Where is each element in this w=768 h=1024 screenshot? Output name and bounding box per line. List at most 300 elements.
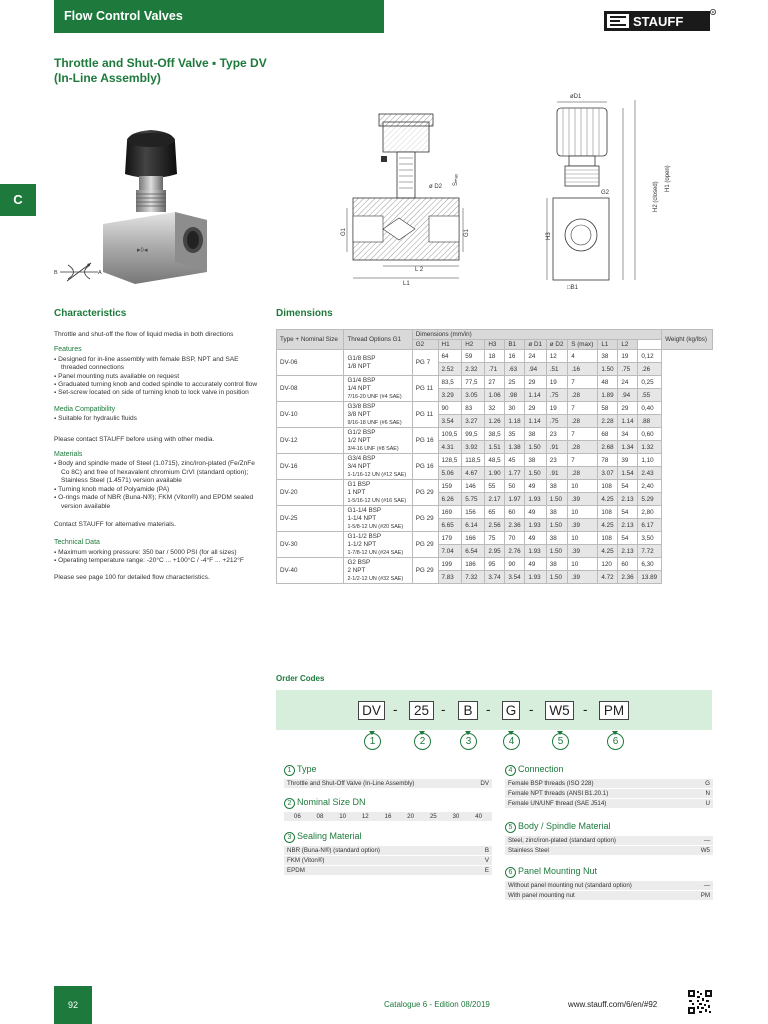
table-cell: .75 [618,363,638,376]
table-cell: 128,5 [438,454,462,467]
table-cell: 108 [598,532,618,545]
table-cell: 83,5 [438,376,462,389]
table-cell: 1.14 [525,415,546,428]
table-cell: 156 [462,506,485,519]
table-cell: 59 [462,350,485,363]
characteristics-heading: Characteristics [54,308,127,319]
table-cell: 58 [598,402,618,415]
table-cell: .39 [568,519,598,532]
option-row [505,881,713,890]
size-value: 16 [384,813,392,820]
table-cell: 146 [462,480,485,493]
thread-options-cell [344,402,412,428]
table-row [277,532,713,545]
option-number: 3 [284,832,295,843]
table-cell: 6.14 [462,519,485,532]
table-cell: 10 [568,532,598,545]
table-cell: .75 [546,389,567,402]
table-cell: 5.29 [638,493,662,506]
size-value: 08 [316,813,324,820]
table-cell: 77,5 [462,376,485,389]
order-codes-heading: Order Codes [276,674,325,683]
thread-option: 3/8 NPT [347,410,371,418]
features-heading: Features [54,346,82,354]
table-cell: 3.92 [462,441,485,454]
table-cell: PG 16 [412,428,438,454]
order-code-example: DV - 25 - B - G - W5 - PM [276,690,712,730]
table-cell: 7 [568,454,598,467]
table-cell: 64 [438,350,462,363]
table-cell: 83 [462,402,485,415]
table-cell: 25 [505,376,525,389]
table-cell: 30 [505,402,525,415]
thread-option: 7/16-20 UNF (#4 SAE) [347,393,402,400]
option-number: 1 [284,765,295,776]
table-cell: 0,25 [638,376,662,389]
tech-item: ▪ Operating temperature range: -20°C ... +100°C / -4°F ... +212°F [54,557,259,565]
table-cell: 1.50 [546,571,567,584]
label-g1-left: G1 [341,227,347,236]
size-value: 06 [293,813,301,820]
table-cell: 1,10 [638,454,662,467]
code-box-seal: B [458,701,478,720]
header-category: Flow Control Valves [64,9,183,23]
table-cell: 35 [505,428,525,441]
stauff-logo [604,8,716,32]
table-cell: 1.93 [525,519,546,532]
side-view-drawing [525,90,675,290]
material-item: ▪ Turning knob made of Polyamide (PA) [54,486,259,494]
option-heading [284,764,492,776]
table-cell: 38 [598,350,618,363]
table-cell: 54 [618,532,638,545]
label-l2: L 2 [415,267,424,273]
materials-list [54,460,259,510]
material-item: ▪ O-rings made of NBR (Buna-N®); FKM (Viton®) and EPDM sealed version available [54,494,259,511]
table-cell: 118,5 [462,454,485,467]
table-cell: DV-16 [277,454,344,480]
page-number: 92 [54,986,92,1024]
label-g1-right: G1 [464,228,470,237]
table-cell: 0,60 [638,428,662,441]
table-cell: 2.28 [598,415,618,428]
option-code: W5 [700,847,710,854]
table-cell: 54 [618,480,638,493]
option-row [505,836,713,845]
contact-note: Contact STAUFF for alternative materials. [54,520,176,528]
table-cell: 1.77 [505,467,525,480]
table-cell: 1.18 [505,415,525,428]
option-group-sealing [284,831,492,876]
thread-option: 1-1/2 NPT [347,540,377,548]
table-cell: Type + Nominal Size [277,330,344,350]
table-cell: 1.93 [525,571,546,584]
table-cell: 65 [485,506,505,519]
table-cell: 24 [618,376,638,389]
option-row [505,891,713,900]
table-cell: 6.17 [638,519,662,532]
option-group-size [284,797,492,821]
thread-option: G1/4 BSP [347,376,376,384]
label-d1: øD1 [570,94,582,100]
table-cell: 49 [525,506,546,519]
option-code: PM [700,892,710,899]
code-number-6: 6 [607,733,624,750]
thread-option: G1/2 BSP [347,428,376,436]
table-cell: .94 [618,389,638,402]
option-code: — [703,882,710,889]
table-cell: 3.27 [462,415,485,428]
table-cell: 1.93 [525,545,546,558]
option-heading [505,866,713,878]
option-code: DV [480,780,489,787]
table-cell: .28 [568,467,598,480]
table-cell: 19 [618,350,638,363]
table-cell: 2,80 [638,506,662,519]
material-item: ▪ Body and spindle made of Steel (1.0715), zinc/iron-plated (Fe/ZnFe Co 8C) and free of hexavalent chromium CrVI (standard option); Stainless Steel (1.4571) version available [54,460,259,485]
code-number-2: 2 [414,733,431,750]
code-box-type: DV [358,701,385,720]
table-cell: 3,50 [638,532,662,545]
table-cell: 54 [618,506,638,519]
code-box-size: 25 [409,701,434,720]
table-cell: 2.36 [505,519,525,532]
feature-item: ▪ Graduated turning knob and coded spindle to accurately control flow [54,381,259,389]
characteristics-column [54,331,259,589]
option-desc: Throttle and Shut-Off Valve (In-Line Assembly) [287,780,415,787]
size-row [284,812,492,821]
tech-list [54,549,259,566]
table-cell: 60 [618,558,638,571]
table-cell: 39 [618,454,638,467]
table-cell: 27 [485,376,505,389]
header-category-bar [54,0,384,33]
table-cell: 2.13 [618,519,638,532]
table-cell: 99,5 [462,428,485,441]
table-cell: 7 [568,402,598,415]
table-cell: DV-40 [277,558,344,584]
table-cell: PG 29 [412,480,438,506]
table-cell: 18 [485,350,505,363]
table-cell: Thread Options G1 [344,330,412,350]
table-cell: 1.50 [525,467,546,480]
label-h1: H1 (open) [665,165,671,192]
valve-symbol [54,259,104,287]
title-line-2: (In-Line Assembly) [54,71,161,85]
table-cell: 1.32 [638,441,662,454]
page-url: www.stauff.com/6/en/#92 [568,1000,658,1009]
thread-option: G1/8 BSP [347,354,376,362]
qr-code-icon [688,990,712,1014]
option-code: — [703,837,710,844]
table-cell: 23 [546,454,567,467]
table-cell: 2,40 [638,480,662,493]
table-cell: H3 [485,340,505,350]
table-cell: PG 11 [412,402,438,428]
table-cell: 2.13 [618,493,638,506]
option-title: Nominal Size DN [297,797,366,807]
option-group-connection [505,764,713,809]
option-title: Body / Spindle Material [518,821,611,831]
option-desc: Without panel mounting nut (standard option) [508,882,632,889]
table-cell: 1.50 [598,363,618,376]
option-desc: EPDM [287,867,305,874]
features-list [54,356,259,398]
option-code: N [705,790,710,797]
option-code: B [484,847,489,854]
table-cell: DV-25 [277,506,344,532]
option-group-material [505,821,713,856]
table-cell: H1 [438,340,462,350]
table-cell: G2 [412,340,438,350]
table-cell: 3.54 [505,571,525,584]
table-cell: PG 29 [412,558,438,584]
table-cell: 169 [438,506,462,519]
table-cell: .75 [546,415,567,428]
option-row [505,799,713,808]
table-cell: L2 [618,340,638,350]
product-photo [95,112,220,287]
table-cell: 38 [546,480,567,493]
feature-item: ▪ Designed for in-line assembly with female BSP, NPT and SAE threaded connections [54,356,259,373]
table-cell: 6,30 [638,558,662,571]
thread-option: 1-5/16-12 UN (#16 SAE) [347,497,407,504]
table-cell: 7.32 [462,571,485,584]
table-cell: 12 [546,350,567,363]
option-row [505,846,713,855]
table-header-row [277,330,713,340]
table-cell: L1 [598,340,618,350]
code-box-material: W5 [545,701,574,720]
table-cell: PG 29 [412,506,438,532]
thread-option: 1/4 NPT [347,384,371,392]
table-cell: 7.72 [638,545,662,558]
table-cell: DV-20 [277,480,344,506]
page-title [54,56,267,86]
option-code: U [705,800,710,807]
thread-options-cell [344,376,412,402]
table-row [277,402,713,415]
size-value: 25 [429,813,437,820]
stauff-logo-text: STAUFF [633,14,684,29]
size-value: 10 [339,813,347,820]
thread-option: 9/16-18 UNF (#6 SAE) [347,419,402,426]
table-cell: 179 [438,532,462,545]
table-cell: .39 [568,571,598,584]
size-value: 12 [361,813,369,820]
thread-options-cell [344,506,412,532]
table-cell: 1.26 [485,415,505,428]
option-row [284,856,492,865]
table-cell: .55 [638,389,662,402]
table-cell: 70 [505,532,525,545]
title-line-1: Throttle and Shut-Off Valve ▪ Type DV [54,56,267,70]
media-heading: Media Compatibility [54,405,116,413]
option-number: 2 [284,798,295,809]
option-heading [505,821,713,833]
option-desc: Female NPT threads (ANSI B1.20.1) [508,790,609,797]
table-cell: 29 [618,402,638,415]
code-box-connection: G [502,701,520,720]
table-cell: 49 [525,532,546,545]
table-row [277,506,713,519]
table-cell: 49 [525,558,546,571]
option-code: V [484,857,489,864]
table-cell: 3.05 [462,389,485,402]
code-number-4: 4 [503,733,520,750]
table-cell: .26 [638,363,662,376]
table-cell: 50 [505,480,525,493]
option-heading [505,764,713,776]
thread-option: 1-1/4 NPT [347,514,377,522]
table-cell: 4.67 [462,467,485,480]
code-box-nut: PM [599,701,629,720]
table-cell: 23 [546,428,567,441]
table-cell: .28 [568,389,598,402]
table-cell: 2.17 [485,493,505,506]
table-cell: 1.97 [505,493,525,506]
thread-option: 2 NPT [347,566,366,574]
table-cell: 6.26 [438,493,462,506]
option-code: E [484,867,489,874]
table-cell: 1.06 [485,389,505,402]
table-cell: 4.25 [598,493,618,506]
table-cell: 0,40 [638,402,662,415]
label-l1: L1 [403,281,410,287]
size-value: 30 [452,813,460,820]
table-cell: 6.54 [462,545,485,558]
table-cell: 108 [598,506,618,519]
table-cell: 159 [438,480,462,493]
table-row [277,428,713,441]
table-cell: 108 [598,480,618,493]
thread-option: 1-7/8-12 UN (#24 SAE) [347,549,404,556]
option-title: Connection [518,764,564,774]
catalogue-edition: Catalogue 6 - Edition 08/2019 [384,1000,490,1009]
table-cell: 10 [568,558,598,571]
table-cell: 1.89 [598,389,618,402]
table-cell: .91 [546,467,567,480]
table-cell: DV-08 [277,376,344,402]
table-cell: 2.36 [618,571,638,584]
table-cell: 32 [485,402,505,415]
table-cell: 75 [485,532,505,545]
table-cell: 34 [618,428,638,441]
materials-heading: Materials [54,451,83,459]
media-note: Please contact STAUFF before using with other media. [54,435,215,443]
table-cell: 2.13 [618,545,638,558]
thread-option: G1-1/4 BSP [347,506,382,514]
table-cell: 2.95 [485,545,505,558]
table-cell: .39 [568,493,598,506]
table-cell: 4.25 [598,519,618,532]
table-cell: 1.38 [505,441,525,454]
table-cell: 3.07 [598,467,618,480]
option-row [284,846,492,855]
table-cell: 2.68 [598,441,618,454]
table-cell: 1.50 [546,493,567,506]
table-cell: 3.29 [438,389,462,402]
table-cell: Dimensions (mm/in) [412,330,661,340]
table-row [277,350,713,363]
option-desc: FKM (Viton®) [287,857,325,864]
thread-option: G3/4 BSP [347,454,376,462]
thread-option: G1-1/2 BSP [347,532,382,540]
size-value: 40 [475,813,483,820]
option-row [284,779,492,788]
dimensions-heading: Dimensions [276,308,333,319]
size-value: 20 [407,813,415,820]
table-cell: .51 [546,363,567,376]
table-cell: 199 [438,558,462,571]
table-cell: 68 [598,428,618,441]
media-list [54,415,259,423]
option-row [505,789,713,798]
table-cell: .94 [525,363,546,376]
label-g2: G2 [601,190,610,196]
table-cell: 109,5 [438,428,462,441]
table-cell: 3.74 [485,571,505,584]
thread-option: 1-1/16-12 UN (#12 SAE) [347,471,407,478]
table-cell: 5.75 [462,493,485,506]
thread-option: G3/8 BSP [347,402,376,410]
thread-options-cell [344,532,412,558]
table-cell: DV-12 [277,428,344,454]
option-number: 5 [505,822,516,833]
table-cell: 38 [546,532,567,545]
table-cell: 38 [546,558,567,571]
table-cell: 78 [598,454,618,467]
table-cell: .28 [568,441,598,454]
table-cell: 45 [505,454,525,467]
thread-option: G2 BSP [347,558,371,566]
table-cell: 60 [505,506,525,519]
table-cell: .39 [568,545,598,558]
table-cell: 4.25 [598,545,618,558]
code-number-1: 1 [364,733,381,750]
table-cell: 1.14 [618,415,638,428]
table-row [277,558,713,571]
table-cell: 48 [598,376,618,389]
option-number: 4 [505,765,516,776]
table-cell: 90 [505,558,525,571]
table-cell: Weight (kg/lbs) [662,330,713,350]
thread-option: 3/4 NPT [347,462,371,470]
table-cell: 1.34 [618,441,638,454]
option-heading [284,831,492,843]
table-cell: 2.76 [505,545,525,558]
table-cell: 1.51 [485,441,505,454]
table-cell: 2.32 [462,363,485,376]
label-s-max: Sₘₐₓ [453,174,459,186]
table-cell: 0,12 [638,350,662,363]
code-number-3: 3 [460,733,477,750]
label-d2: ø D2 [429,184,443,190]
table-cell: 1.50 [546,545,567,558]
table-cell: .91 [546,441,567,454]
table-cell: 2.52 [438,363,462,376]
option-row [284,866,492,875]
table-cell: 38 [546,506,567,519]
option-desc: With panel mounting nut [508,892,575,899]
table-cell: 29 [525,402,546,415]
dimensions-table [276,329,713,584]
table-cell: PG 11 [412,376,438,402]
tech-item: ▪ Maximum working pressure: 350 bar / 5000 PSI (for all sizes) [54,549,259,557]
intro-text: Throttle and shut-off the flow of liquid media in both directions [54,331,234,338]
svg-text:R: R [711,9,715,15]
option-heading [284,797,492,809]
